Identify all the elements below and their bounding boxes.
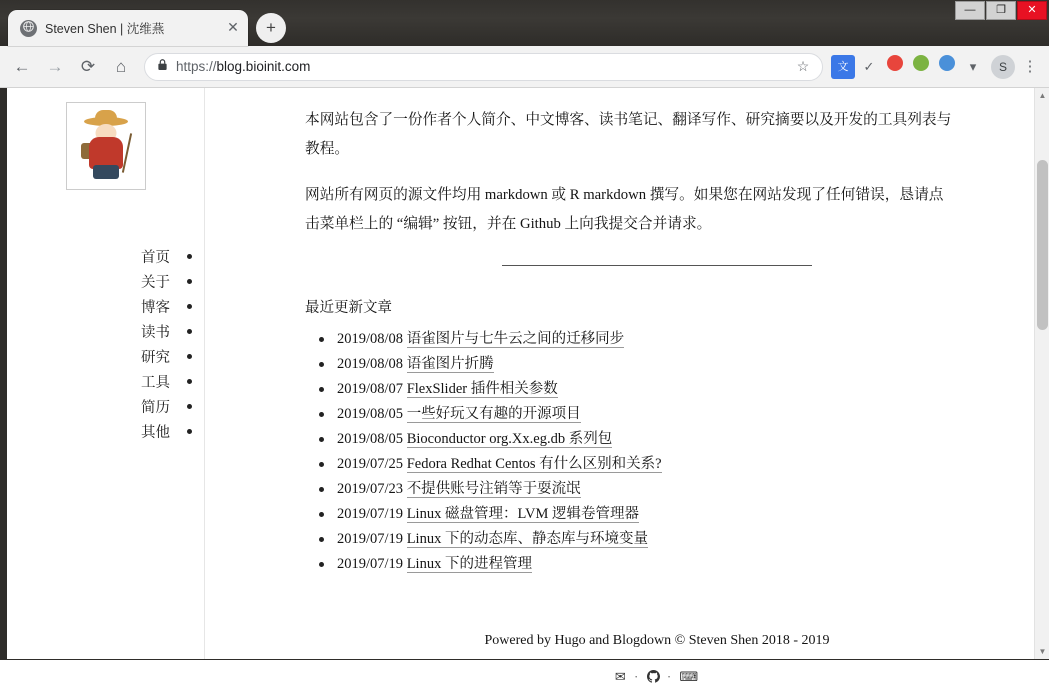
leaf-extension-icon[interactable] [909,55,933,79]
intro-paragraph-1: 本网站包含了一份作者个人简介、中文博客、读书笔记、翻译写作、研究摘要以及开发的工具列表与教程。 [305,112,952,157]
profile-avatar[interactable]: S [991,55,1015,79]
new-tab-button[interactable]: + [256,13,286,43]
color-circle-extension-icon[interactable] [883,55,907,79]
intro-paragraph-2: 网站所有网页的源文件均用 markdown 或 R markdown 撰写。如果您在网站发现了任何错误，恳请点击菜单栏上的 “编辑” 按钮，并在 Github 上向我提交合并请求。 [305,187,944,232]
sidebar-item-other[interactable] [7,419,204,444]
scrollbar-thumb[interactable] [1037,160,1048,330]
list-item [319,527,1009,552]
github-icon[interactable] [647,669,664,684]
close-window-button[interactable]: ✕ [1017,1,1047,20]
rss-icon[interactable]: ⌨ [679,668,700,684]
bullet-icon [187,329,192,334]
browser-tab[interactable] [8,10,248,46]
reload-icon[interactable]: ⟳ [80,56,96,76]
post-link[interactable]: 语雀图片折腾 [406,355,494,372]
post-link[interactable]: Bioconductor org.Xx.eg.db 系列包 [406,430,613,447]
sidebar-item-resume[interactable] [7,394,204,419]
bullet-icon [187,429,192,434]
bullet-icon [187,379,192,384]
scroll-down-icon[interactable]: ▼ [1038,647,1047,656]
home-icon[interactable]: ⌂ [115,56,127,76]
close-icon[interactable]: ✕ [227,19,239,35]
url-scheme: https:// [176,59,217,74]
separator: · [666,668,673,684]
list-item [319,427,1009,452]
sidebar-item-about[interactable] [7,269,204,294]
list-item [319,327,1009,352]
page-scrollbar[interactable] [1034,88,1049,659]
tab-title: Steven Shen | 沈维燕 [45,22,165,36]
post-link[interactable]: 不提供账号注销等于耍流氓 [406,480,581,497]
lock-icon [153,58,171,76]
post-link[interactable]: 一些好玩又有趣的开源项目 [406,405,581,422]
list-item [319,402,1009,427]
desktop-left-strip [0,88,7,659]
post-link[interactable]: FlexSlider 插件相关参数 [406,380,558,397]
list-item [319,552,1009,577]
sidebar-item-label: 工具 [141,375,170,391]
tab-strip [0,0,1049,46]
main-content [205,88,1049,684]
list-item [319,377,1009,402]
post-link[interactable]: Linux 下的动态库、静态库与环境变量 [406,530,648,547]
url-host: blog.bioinit.com [216,59,311,74]
bookmark-star-icon[interactable]: ☆ [796,58,810,74]
bullet-icon [187,254,192,259]
post-date: 2019/08/08 [337,330,404,347]
globe-extension-icon[interactable] [935,55,959,79]
sidebar-item-label: 研究 [141,350,170,366]
forward-icon[interactable]: → [46,56,64,76]
window-controls [955,1,1047,20]
sidebar-item-label: 关于 [141,275,170,291]
post-date: 2019/07/25 [337,455,404,472]
web-page [7,88,1049,684]
overflow-chevron-icon[interactable]: ▾ [969,58,977,74]
back-icon[interactable]: ← [13,56,31,76]
recent-posts-title: 最近更新文章 [305,299,392,316]
bullet-icon [187,279,192,284]
address-bar[interactable] [144,53,823,81]
post-date: 2019/07/19 [337,505,404,522]
site-nav [7,244,204,444]
checkmark-extension-icon[interactable]: ✓ [863,58,875,74]
post-date: 2019/08/05 [337,430,404,447]
post-link[interactable]: 语雀图片与七牛云之间的迁移同步 [406,330,625,347]
bullet-icon [187,404,192,409]
sidebar-item-home[interactable] [7,244,204,269]
url-text [176,59,792,74]
sidebar-item-label: 简历 [141,400,170,416]
scroll-up-icon[interactable]: ▲ [1038,91,1047,100]
minimize-button[interactable]: — [955,1,985,20]
sidebar-item-label: 首页 [141,250,170,266]
post-date: 2019/07/23 [337,480,404,497]
post-date: 2019/08/07 [337,380,404,397]
page-viewport [0,88,1049,684]
site-footer [305,633,1009,685]
post-link[interactable]: Fedora Redhat Centos 有什么区别和关系? [406,455,662,472]
globe-icon [20,20,37,37]
list-item [319,452,1009,477]
translate-extension-icon[interactable]: 文 [831,55,855,79]
chrome-menu-icon[interactable]: ⋮ [1022,57,1038,75]
sidebar-item-tools[interactable] [7,369,204,394]
sidebar-item-blog[interactable] [7,294,204,319]
sidebar-item-research[interactable] [7,344,204,369]
divider [502,265,812,266]
separator: · [633,668,640,684]
post-date: 2019/08/08 [337,355,404,372]
list-item [319,477,1009,502]
site-sidebar [7,88,205,659]
bullet-icon [187,354,192,359]
recent-posts-list [305,327,1009,577]
profile-illustration [66,102,146,190]
post-date: 2019/07/19 [337,555,404,572]
maximize-button[interactable]: ❐ [986,1,1016,20]
mail-icon[interactable]: ✉ [614,668,627,684]
browser-toolbar [0,46,1049,88]
list-item [319,502,1009,527]
sidebar-item-label: 读书 [141,325,170,341]
sidebar-item-label: 博客 [141,300,170,316]
footer-social-links [305,669,1009,685]
sidebar-item-reading[interactable] [7,319,204,344]
bullet-icon [187,304,192,309]
post-date: 2019/08/05 [337,405,404,422]
post-link[interactable]: Linux 下的进程管理 [406,555,532,572]
list-item [319,352,1009,377]
footer-credit: Powered by Hugo and Blogdown © Steven Shen 2018 - 2019 [484,632,830,648]
sidebar-item-label: 其他 [141,425,170,441]
post-link[interactable]: Linux 磁盘管理：LVM 逻辑卷管理器 [406,505,639,522]
post-date: 2019/07/19 [337,530,404,547]
